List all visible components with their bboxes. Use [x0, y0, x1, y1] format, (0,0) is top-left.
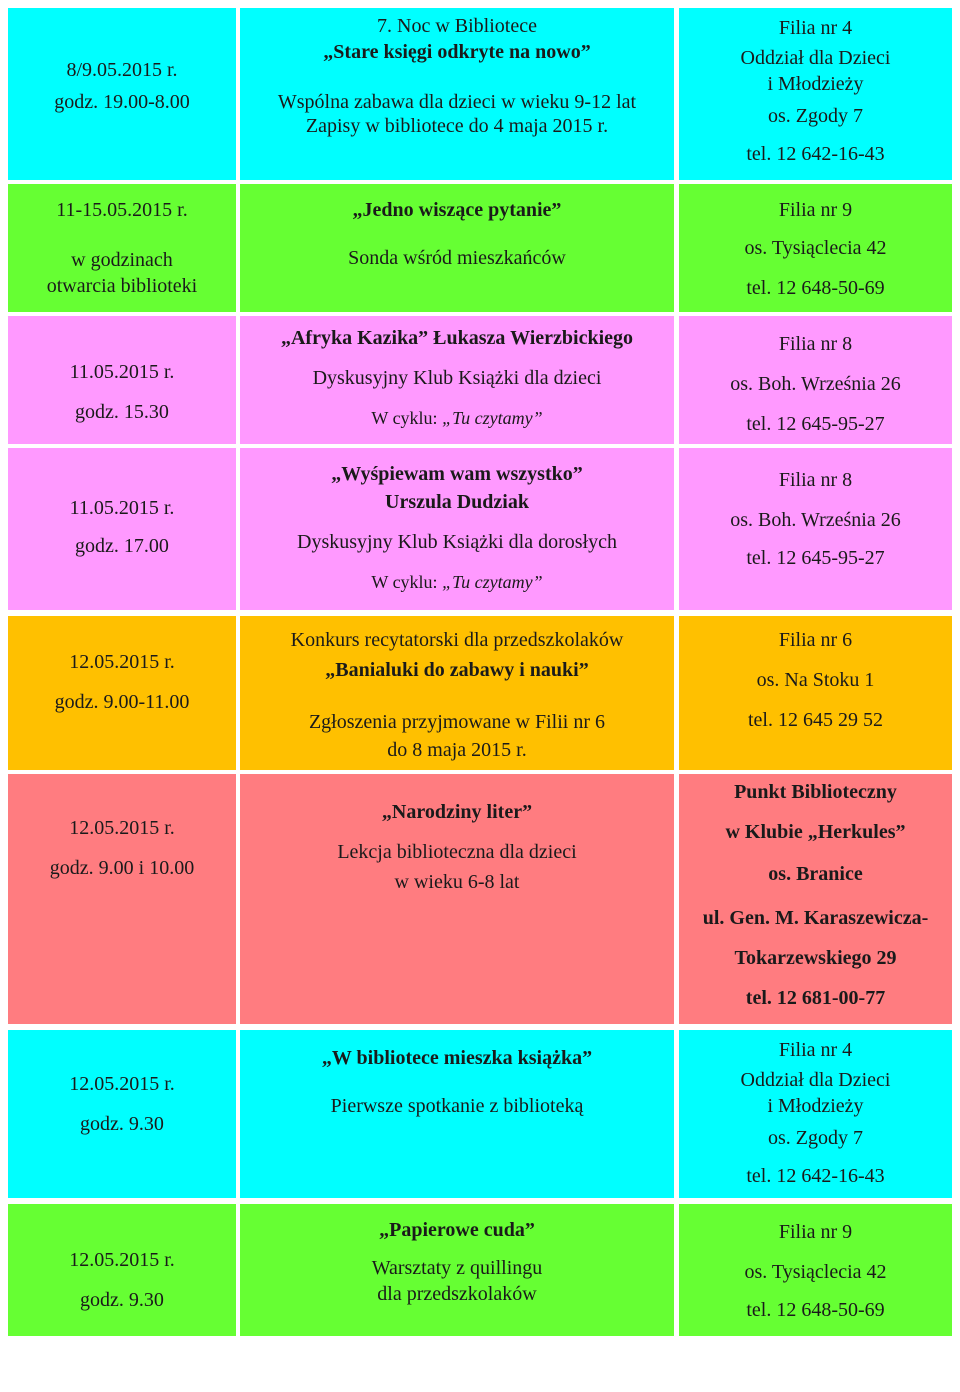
place-cell — [679, 8, 952, 180]
place-line: tel. 12 648-50-69 — [746, 277, 885, 299]
place-line: tel. 12 648-50-69 — [746, 1299, 885, 1321]
event-cell — [240, 616, 674, 770]
place-line: os. Zgody 7 — [768, 105, 863, 127]
place-line: tel. 12 642-16-43 — [746, 143, 885, 165]
date-cell — [8, 8, 236, 180]
place-line: os. Na Stoku 1 — [756, 669, 875, 691]
event-desc: Warsztaty z quillingu — [371, 1257, 543, 1279]
date-cell — [8, 316, 236, 444]
place-line: tel. 12 645 29 52 — [748, 709, 883, 731]
place-line: Filia nr 6 — [778, 629, 853, 651]
event-time: w godzinach — [71, 249, 173, 271]
event-desc: dla przedszkolaków — [377, 1283, 537, 1305]
event-desc: Zgłoszenia przyjmowane w Filii nr 6 — [308, 711, 606, 733]
place-line: ul. Gen. M. Karaszewicza- — [702, 907, 929, 929]
event-title: „Wyśpiewam wam wszystko” — [331, 463, 583, 485]
place-line: Tokarzewskiego 29 — [734, 947, 897, 969]
event-date: 11.05.2015 r. — [69, 497, 175, 519]
place-line: Punkt Biblioteczny — [734, 781, 897, 803]
event-cycle — [240, 406, 674, 430]
event-time: godz. 15.30 — [75, 401, 169, 423]
event-time: godz. 19.00-8.00 — [54, 91, 190, 113]
place-line: os. Zgody 7 — [768, 1127, 863, 1149]
place-line: tel. 12 681-00-77 — [745, 987, 886, 1009]
place-cell — [679, 616, 952, 770]
event-row-3 — [0, 316, 960, 444]
event-title: „Papierowe cuda” — [379, 1219, 535, 1241]
date-cell — [8, 616, 236, 770]
event-cycle — [240, 570, 674, 594]
place-line: tel. 12 645-95-27 — [746, 413, 885, 435]
date-cell — [8, 1204, 236, 1336]
event-time: godz. 9.00-11.00 — [54, 691, 190, 713]
event-cell — [240, 184, 674, 312]
event-time: godz. 9.30 — [80, 1289, 164, 1311]
place-line: tel. 12 642-16-43 — [746, 1165, 885, 1187]
event-date: 12.05.2015 r. — [69, 817, 175, 839]
event-desc: Dyskusyjny Klub Książki dla dorosłych — [297, 531, 617, 553]
event-title: „Narodziny liter” — [381, 801, 533, 823]
event-number: 7. Noc w Bibliotece — [377, 15, 537, 37]
place-line: i Młodzieży — [767, 1095, 864, 1117]
date-cell — [8, 184, 236, 312]
event-title: „Stare księgi odkryte na nowo” — [323, 41, 591, 63]
place-line: Filia nr 9 — [778, 1221, 853, 1243]
place-line: os. Branice — [768, 863, 863, 885]
event-desc: Lekcja biblioteczna dla dzieci — [337, 841, 577, 863]
event-row-2 — [0, 184, 960, 312]
place-line: os. Boh. Września 26 — [730, 509, 901, 531]
event-time: godz. 9.00 i 10.00 — [49, 857, 195, 879]
event-title: „Afryka Kazika” Łukasza Wierzbickiego — [280, 327, 634, 349]
date-cell — [8, 1030, 236, 1198]
event-author: Urszula Dudziak — [385, 491, 529, 513]
place-cell — [679, 1204, 952, 1336]
event-title: „Jedno wiszące pytanie” — [352, 199, 562, 221]
cycle-name: „Tu czytamy” — [442, 572, 543, 592]
event-row-4 — [0, 448, 960, 610]
place-cell — [679, 184, 952, 312]
event-date: 8/9.05.2015 r. — [66, 59, 178, 81]
event-cell — [240, 316, 674, 444]
event-title: „Banialuki do zabawy i nauki” — [325, 659, 589, 681]
place-line: Oddział dla Dzieci — [740, 47, 891, 69]
place-line: Filia nr 8 — [778, 333, 853, 355]
place-line: w Klubie „Herkules” — [725, 821, 906, 843]
place-line: tel. 12 645-95-27 — [746, 547, 885, 569]
event-cell — [240, 1030, 674, 1198]
event-date: 12.05.2015 r. — [69, 651, 175, 673]
event-desc: do 8 maja 2015 r. — [387, 739, 527, 761]
event-desc: Zapisy w bibliotece do 4 maja 2015 r. — [305, 115, 609, 137]
event-time: godz. 9.30 — [80, 1113, 164, 1135]
event-row-7 — [0, 1030, 960, 1198]
event-title: „W bibliotece mieszka książka” — [321, 1047, 593, 1069]
event-row-1 — [0, 8, 960, 180]
place-line: Filia nr 4 — [778, 17, 853, 39]
event-date: 11-15.05.2015 r. — [56, 199, 188, 221]
date-cell — [8, 448, 236, 610]
event-row-6 — [0, 774, 960, 1024]
event-desc: Wspólna zabawa dla dzieci w wieku 9-12 lat — [277, 91, 637, 113]
event-date: 12.05.2015 r. — [69, 1073, 175, 1095]
event-cell — [240, 448, 674, 610]
event-cell — [240, 1204, 674, 1336]
place-line: Filia nr 4 — [778, 1039, 853, 1061]
event-date: 11.05.2015 r. — [69, 361, 175, 383]
place-cell — [679, 316, 952, 444]
event-desc: Pierwsze spotkanie z biblioteką — [330, 1095, 584, 1117]
event-desc: Dyskusyjny Klub Książki dla dzieci — [312, 367, 602, 389]
cycle-label: W cyklu: — [371, 572, 438, 592]
event-cell — [240, 8, 674, 180]
event-row-5 — [0, 616, 960, 770]
event-intro: Konkurs recytatorski dla przedszkolaków — [290, 629, 624, 651]
event-row-8 — [0, 1204, 960, 1336]
event-desc: Sonda wśród mieszkańców — [348, 247, 566, 269]
cycle-label: W cyklu: — [371, 408, 438, 428]
event-desc: w wieku 6-8 lat — [394, 871, 520, 893]
date-cell — [8, 774, 236, 1024]
place-cell — [679, 774, 952, 1024]
place-line: i Młodzieży — [767, 73, 864, 95]
event-date: 12.05.2015 r. — [69, 1249, 175, 1271]
place-line: Oddział dla Dzieci — [740, 1069, 891, 1091]
event-time: otwarcia biblioteki — [46, 275, 198, 297]
place-cell — [679, 1030, 952, 1198]
event-time: godz. 17.00 — [75, 535, 169, 557]
place-line: os. Boh. Września 26 — [730, 373, 901, 395]
place-line: os. Tysiąclecia 42 — [744, 1261, 887, 1283]
event-cell — [240, 774, 674, 1024]
place-line: Filia nr 8 — [778, 469, 853, 491]
place-line: os. Tysiąclecia 42 — [744, 237, 887, 259]
cycle-name: „Tu czytamy” — [442, 408, 543, 428]
place-cell — [679, 448, 952, 610]
place-line: Filia nr 9 — [778, 199, 853, 221]
